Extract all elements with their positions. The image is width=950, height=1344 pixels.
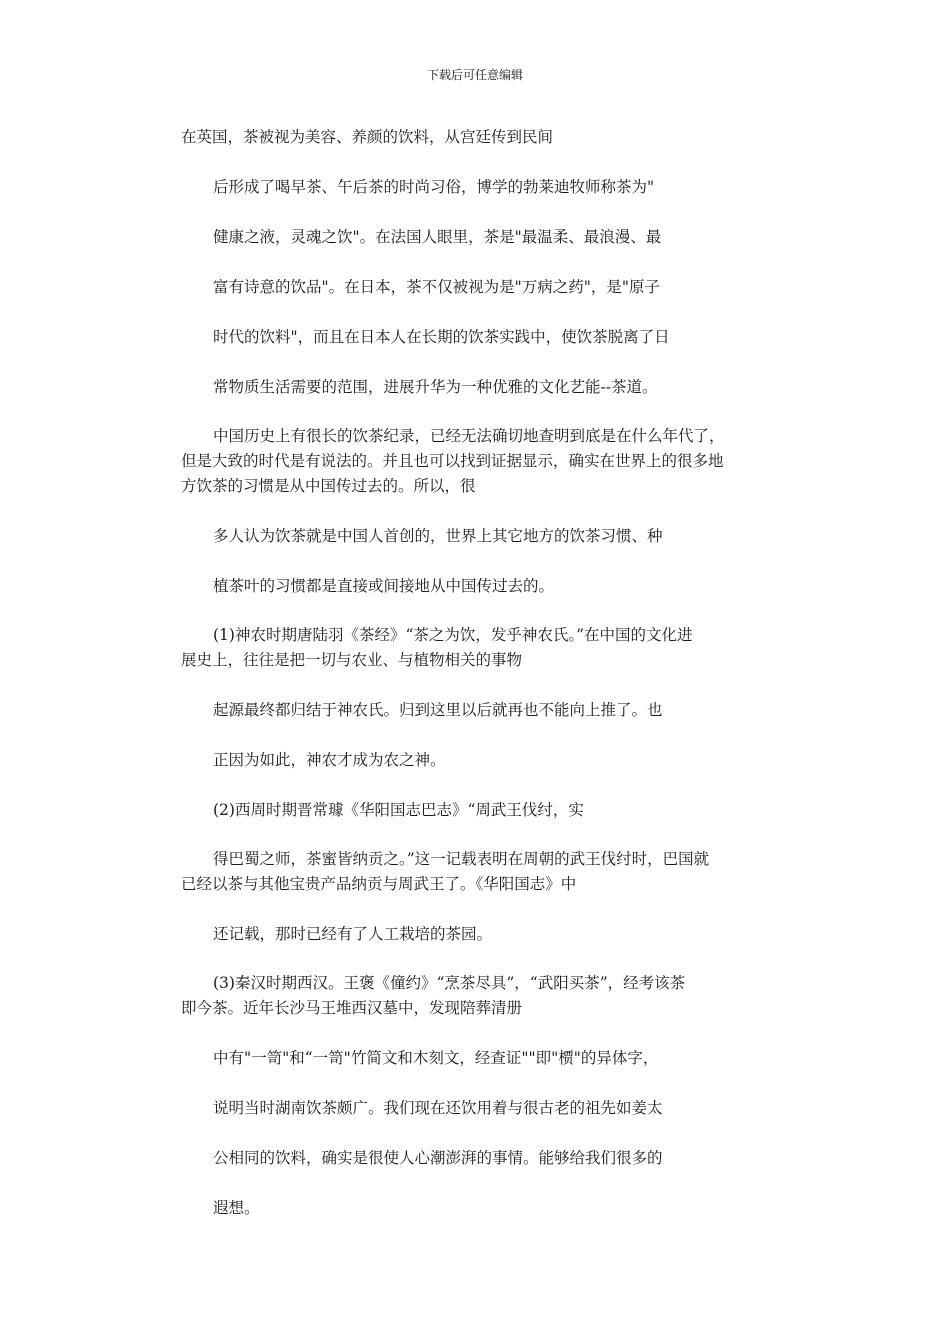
text-line: 还记载，那时已经有了人工栽培的茶园。 xyxy=(213,925,493,943)
text-line: 得巴蜀之师，茶蜜皆纳贡之。”这一记载表明在周朝的武王伐纣时，巴国就 xyxy=(213,850,710,868)
text-line: 遐想。 xyxy=(213,1199,260,1217)
text-line: 起源最终都归结于神农氏。归到这里以后就再也不能向上推了。也 xyxy=(213,701,663,719)
text-line: (3)秦汉时期西汉。王褒《僮约》“烹茶尽具”，“武阳买茶”，经考该茶 xyxy=(213,974,686,992)
text-line: 中国历史上有很长的饮茶纪录，已经无法确切地查明到底是在什么年代了， xyxy=(213,427,725,445)
text-line: 健康之液，灵魂之饮"。在法国人眼里，茶是"最温柔、最浪漫、最 xyxy=(213,228,662,246)
text-line: 在英国，茶被视为美容、养颜的饮料，从宫廷传到民间 xyxy=(181,128,554,146)
text-line: 说明当时湖南饮茶颇广。我们现在还饮用着与很古老的祖先如姜太 xyxy=(213,1099,663,1117)
text-line: (2)西周时期晋常璩《华阳国志巴志》“周武王伐纣，实 xyxy=(213,801,584,819)
text-line: 但是大致的时代是有说法的。并且也可以找到证据显示，确实在世界上的很多地 xyxy=(181,452,724,470)
text-line: 时代的饮料"，而且在日本人在长期的饮茶实践中，使饮茶脱离了日 xyxy=(213,328,670,346)
text-line: 展史上，往往是把一切与农业、与植物相关的事物 xyxy=(181,651,523,669)
text-line: 后形成了喝早茶、午后茶的时尚习俗，博学的勃莱迪牧师称茶为" xyxy=(213,178,655,196)
text-line: 即今茶。近年长沙马王堆西汉墓中，发现陪葬清册 xyxy=(181,999,523,1017)
text-line: 富有诗意的饮品"。在日本，茶不仅被视为是"万病之药"，是"原子 xyxy=(213,278,661,296)
text-line: 植茶叶的习惯都是直接或间接地从中国传过去的。 xyxy=(213,577,555,595)
text-line: 常物质生活需要的范围，进展升华为一种优雅的文化艺能--茶道。 xyxy=(213,378,658,396)
text-line: 中有"一笥"和“一笥"竹简文和木刻文，经查证""即"槚"的异体字， xyxy=(213,1049,659,1067)
text-line: 公相同的饮料，确实是很使人心潮澎湃的事情。能够给我们很多的 xyxy=(213,1149,663,1167)
text-line: 多人认为饮茶就是中国人首创的，世界上其它地方的饮茶习惯、种 xyxy=(213,527,663,545)
text-line: 方饮茶的习惯是从中国传过去的。所以，很 xyxy=(181,477,476,495)
text-line: 已经以茶与其他宝贵产品纳贡与周武王了。《华阳国志》中 xyxy=(181,875,577,893)
text-line: 正因为如此，神农才成为农之神。 xyxy=(213,751,446,769)
text-line: (1)神农时期唐陆羽《茶经》“茶之为饮，发乎神农氏。”在中国的文化进 xyxy=(213,626,693,644)
page-header: 下载后可任意编辑 xyxy=(426,68,523,82)
